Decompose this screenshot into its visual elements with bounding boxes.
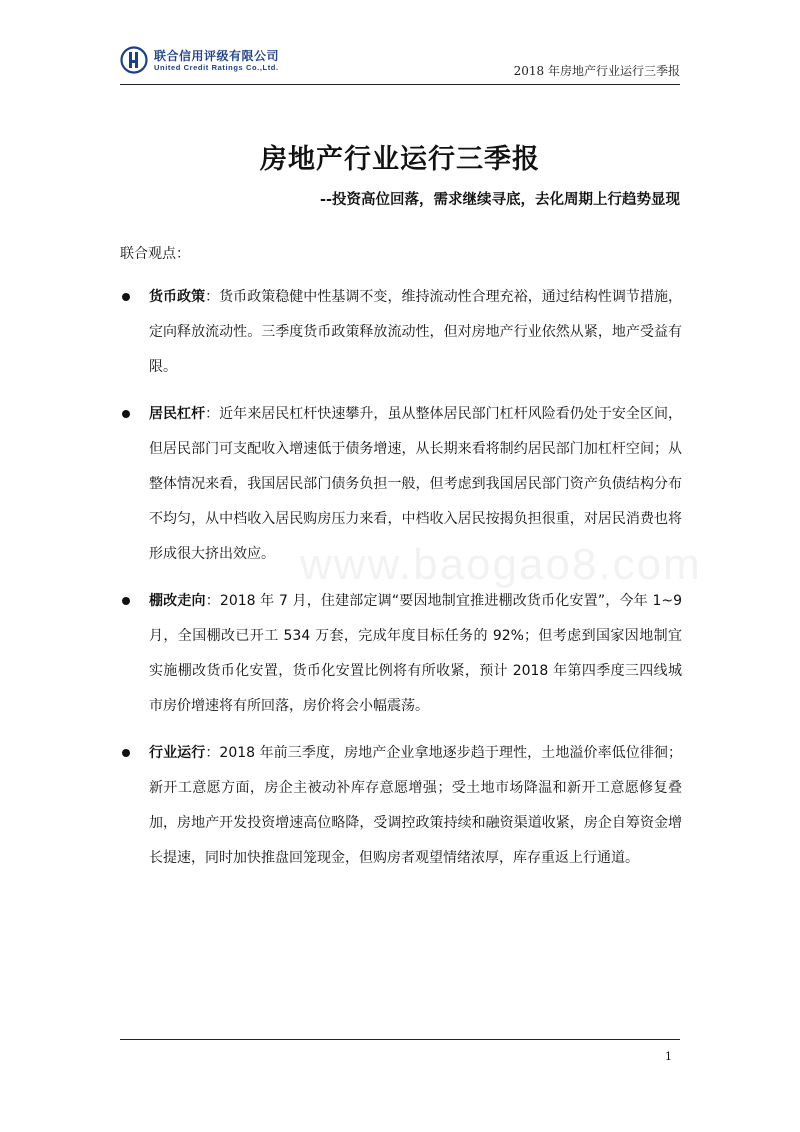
viewpoint-shantytown-renovation bbox=[120, 584, 682, 724]
intro-label: 联合观点： bbox=[120, 246, 190, 262]
viewpoint-text: ：货币政策稳健中性基调不变，维持流动性合理充裕，通过结构性调节措施，定向释放流动性。三季度货币政策释放流动性，但对房地产行业依然从紧，地产受益有限。 bbox=[149, 289, 682, 375]
company-name-cn: 联合信用评级有限公司 bbox=[154, 49, 280, 63]
bullet-icon bbox=[122, 597, 130, 605]
viewpoint-lead: 货币政策 bbox=[149, 289, 206, 305]
viewpoint-lead: 行业运行 bbox=[149, 745, 206, 761]
footer-divider bbox=[120, 1039, 680, 1040]
company-logo bbox=[120, 46, 320, 78]
bullet-icon bbox=[122, 293, 130, 301]
viewpoint-monetary-policy bbox=[120, 280, 682, 385]
viewpoint-text: ：2018 年前三季度，房地产企业拿地逐步趋于理性，土地溢价率低位徘徊；新开工意愿方面，房企主被动补库存意愿增强；受土地市场降温和新开工意愿修复叠加，房地产开发投资增速高位略降，受调控政策持续和融资渠道收紧，房企自筹资金增长提速，同时加快推盘回笼现金，但购房者观望情绪浓厚，库存重返上行通道。 bbox=[149, 745, 683, 866]
page-number: 1 bbox=[665, 1050, 672, 1063]
page-title: 房地产行业运行三季报 bbox=[260, 144, 540, 175]
viewpoint-text: ：近年来居民杠杆快速攀升，虽从整体居民部门杠杆风险看仍处于安全区间，但居民部门可支配收入增速低于债务增速，从长期来看将制约居民部门加杠杆空间；从整体情况来看，我国居民部门债务负担一般，但考虑到我国居民部门资产负债结构分布不均匀，从中档收入居民购房压力来看，中档收入居民按揭负担很重，对居民消费也将形成很大挤出效应。 bbox=[149, 406, 682, 562]
header-divider bbox=[120, 84, 680, 85]
viewpoint-lead: 居民杠杆 bbox=[149, 406, 206, 422]
ucr-logo-icon bbox=[120, 46, 148, 74]
bullet-icon bbox=[122, 749, 130, 757]
viewpoint-lead: 棚改走向 bbox=[149, 593, 206, 609]
bullet-icon bbox=[122, 410, 130, 418]
viewpoint-industry-operation bbox=[120, 736, 682, 876]
report-label: 2018 年房地产行业运行三季报 bbox=[513, 64, 680, 78]
company-name-en: United Credit Ratings Co.,Ltd. bbox=[154, 63, 279, 72]
viewpoint-text: ：2018 年 7 月，住建部定调“要因地制宜推进棚改货币化安置”，今年 1~9 月，全国棚改已开工 534 万套，完成年度目标任务的 92%；但考虑到国家因地制宜实施棚改货币化安置，货币化安置比例将有所收紧，预计 2018 年第四季度三四线城市房价增速将有所回落，房价将会小幅震荡。 bbox=[149, 593, 682, 714]
page-header bbox=[120, 40, 680, 85]
viewpoint-household-leverage bbox=[120, 397, 682, 572]
page-subtitle: --投资高位回落，需求继续寻底，去化周期上行趋势显现 bbox=[319, 192, 680, 208]
watermark: www.baogao8.com bbox=[300, 540, 702, 589]
viewpoint-list bbox=[120, 280, 682, 888]
